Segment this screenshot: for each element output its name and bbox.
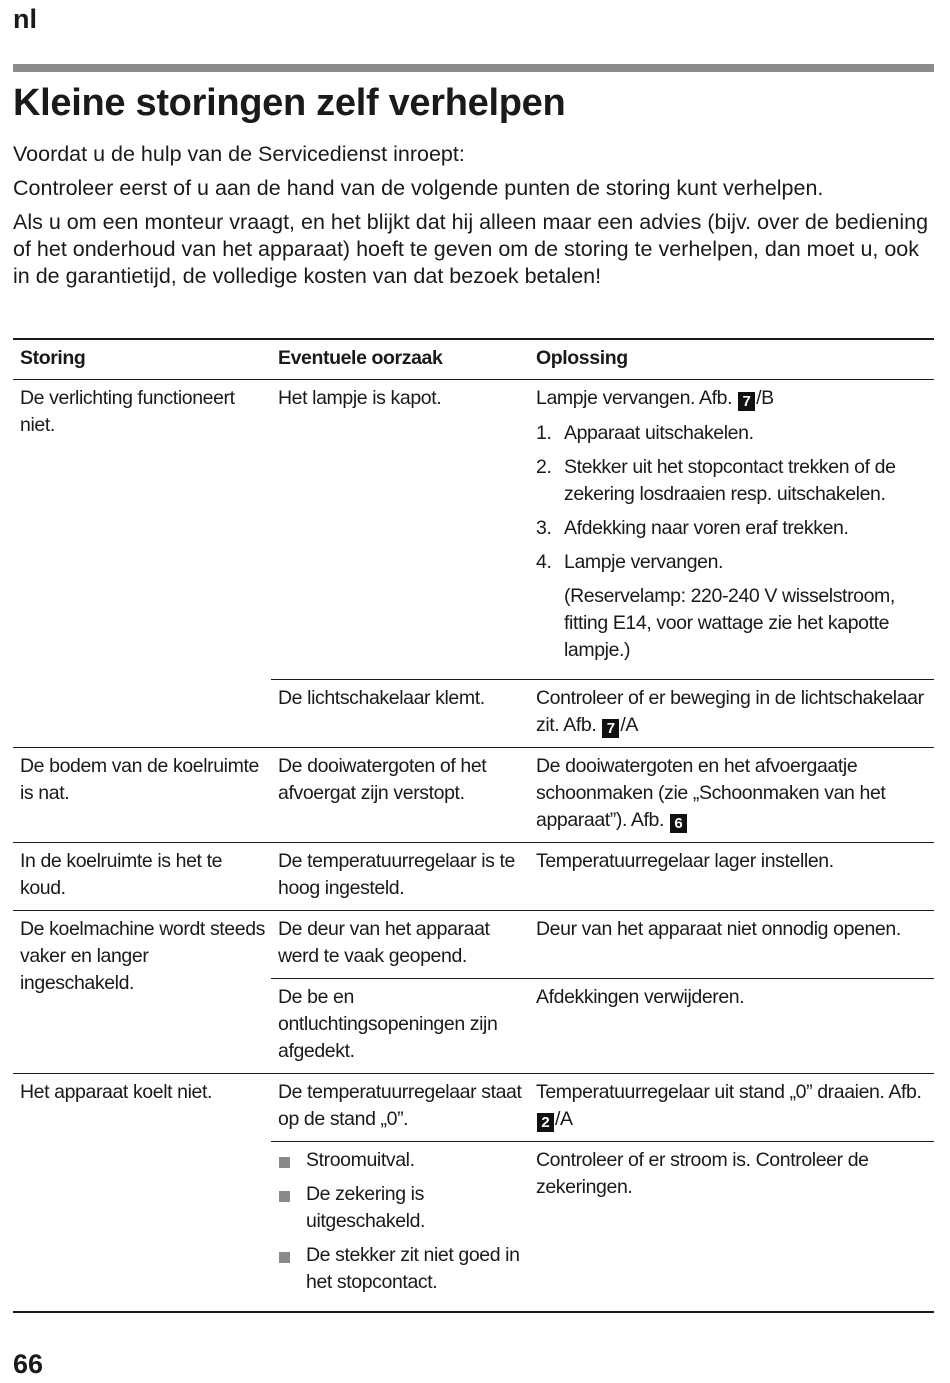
step-number: 2.: [536, 456, 552, 478]
figure-suffix: /B: [756, 387, 774, 409]
storing-cell: De verlichting functioneert niet.: [13, 380, 271, 748]
list-item: De stekker zit niet goed in het stopcontact.: [278, 1242, 523, 1296]
header-solution: Oplossing: [529, 339, 934, 380]
header-storing: Storing: [13, 339, 271, 380]
figure-number-badge: 6: [670, 814, 687, 833]
list-item: Stroomuitval.: [278, 1147, 523, 1174]
figure-number-badge: 2: [537, 1113, 554, 1132]
table-header-row: [13, 339, 934, 380]
header-cause: Eventuele oorzaak: [271, 339, 529, 380]
list-item: [536, 420, 928, 447]
table-row: [13, 380, 934, 680]
intro-paragraph: Als u om een monteur vraagt, en het blijkt dat hij alleen maar een advies (bijv. over de bediening of het onderhoud van het apparaat) hoeft te geven om de storing te verhelpen, dan moet u, ook in de garantietijd, de volledige kosten van dat bezoek betalen!: [13, 210, 929, 288]
intro-paragraph: Controleer eerst of u aan de hand van de volgende punten de storing kunt verhelpen.: [13, 176, 824, 200]
step-number: 1.: [536, 422, 552, 444]
solution-cell: [529, 680, 934, 748]
cause-cell: De temperatuurregelaar staat op de stand „0”.: [271, 1074, 529, 1142]
cause-bullet-list: [278, 1147, 523, 1296]
table-row: [13, 843, 934, 911]
solution-cell: Controleer of er stroom is. Controleer de zekeringen.: [529, 1142, 934, 1313]
header-rule: [13, 64, 934, 72]
solution-cell: [529, 748, 934, 843]
page-title: Kleine storingen zelf verhelpen: [13, 82, 566, 124]
storing-cell: De bodem van de koelruimte is nat.: [13, 748, 271, 843]
solution-cell: Deur van het apparaat niet onnodig openen.: [529, 911, 934, 979]
cause-cell: De be en ontluchtingsopeningen zijn afgedekt.: [271, 979, 529, 1074]
table-row: [13, 911, 934, 979]
solution-text: Temperatuurregelaar uit stand „0” draaien. Afb.: [536, 1081, 922, 1103]
step-text: Lampje vervangen.: [564, 551, 724, 573]
list-item: [536, 549, 928, 664]
step-text: Apparaat uitschakelen.: [564, 422, 754, 444]
solution-cell: Temperatuurregelaar lager instellen.: [529, 843, 934, 911]
list-item: De zekering is uitgeschakeld.: [278, 1181, 523, 1235]
list-item: [536, 454, 928, 508]
step-list: [536, 420, 928, 664]
storing-cell: Het apparaat koelt niet.: [13, 1074, 271, 1313]
solution-text: Controleer of er beweging in de lichtschakelaar zit. Afb.: [536, 687, 924, 736]
page-number: 66: [13, 1349, 44, 1379]
solution-cell: Afdekkingen verwijderen.: [529, 979, 934, 1074]
step-text: Stekker uit het stopcontact trekken of de zekering losdraaien resp. uitschakelen.: [564, 456, 896, 505]
figure-number-badge: 7: [602, 719, 619, 738]
cause-cell: De deur van het apparaat werd te vaak geopend.: [271, 911, 529, 979]
intro-text: [13, 141, 938, 297]
step-text: Afdekking naar voren eraf trekken.: [564, 517, 849, 539]
troubleshooting-table: [13, 338, 934, 1313]
solution-cell: [529, 1074, 934, 1142]
figure-suffix: /A: [620, 714, 639, 736]
cause-cell: De lichtschakelaar klemt.: [271, 680, 529, 748]
language-code: nl: [13, 4, 37, 34]
cause-cell: De temperatuurregelaar is te hoog ingesteld.: [271, 843, 529, 911]
intro-paragraph: Voordat u de hulp van de Servicedienst inroept:: [13, 142, 465, 166]
step-note: (Reservelamp: 220-240 V wisselstroom, fitting E14, voor wattage zie het kapotte lampje.): [564, 585, 895, 661]
cause-cell: Het lampje is kapot.: [271, 380, 529, 680]
cause-cell: De dooiwatergoten of het afvoergat zijn verstopt.: [271, 748, 529, 843]
step-number: 4.: [536, 551, 552, 573]
figure-suffix: /A: [555, 1108, 573, 1130]
figure-number-badge: 7: [738, 392, 755, 411]
solution-cell: [529, 380, 934, 680]
table-row: [13, 748, 934, 843]
list-item: [536, 515, 928, 542]
solution-text: Lampje vervangen. Afb.: [536, 387, 733, 409]
solution-text: De dooiwatergoten en het afvoergaatje schoonmaken (zie „Schoonmaken van het apparaat”). Afb.: [536, 755, 886, 831]
cause-cell: [271, 1142, 529, 1313]
storing-cell: In de koelruimte is het te koud.: [13, 843, 271, 911]
step-number: 3.: [536, 517, 552, 539]
table-row: [13, 1074, 934, 1142]
storing-cell: De koelmachine wordt steeds vaker en langer ingeschakeld.: [13, 911, 271, 1074]
